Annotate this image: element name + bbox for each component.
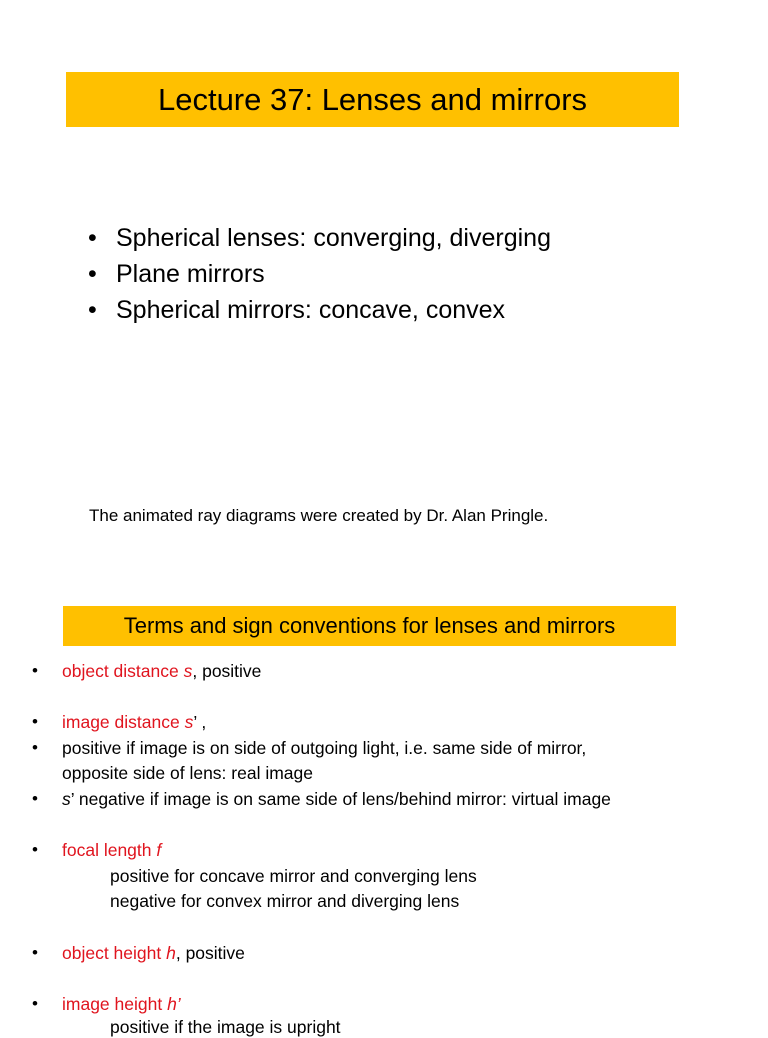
bullet: •	[32, 661, 38, 680]
bullet: •	[32, 712, 38, 731]
focal-positive: positive for concave mirror and converging lens	[110, 866, 477, 886]
image-distance-positive: positive if image is on side of outgoing light, i.e. same side of mirror,	[62, 738, 587, 758]
focal-negative: negative for convex mirror and diverging lens	[110, 891, 460, 911]
topic-item: • Spherical mirrors: concave, convex	[88, 296, 506, 324]
term-focal-length: focal length f	[62, 840, 162, 860]
credit-text: The animated ray diagrams were created by Dr. Alan Pringle.	[89, 506, 549, 525]
term-image-height: image height h’	[62, 994, 181, 1014]
terms-banner	[63, 606, 676, 646]
topic-item: • Spherical lenses: converging, diverging	[88, 224, 551, 252]
bullet: •	[32, 738, 38, 757]
topic-item: • Plane mirrors	[88, 260, 265, 288]
image-height-positive: positive if the image is upright	[110, 1017, 341, 1037]
image-distance-negative: s’ negative if image is on same side of lens/behind mirror: virtual image	[62, 789, 611, 809]
bullet: •	[32, 943, 38, 962]
term-object-height: object height h, positive	[62, 943, 245, 963]
term-image-distance: image distance s’ ,	[62, 712, 207, 732]
bullet: •	[32, 994, 38, 1013]
page-title: Lecture 37: Lenses and mirrors	[157, 81, 588, 117]
terms-heading: Terms and sign conventions for lenses and mirrors	[123, 613, 616, 638]
bullet: •	[32, 840, 38, 859]
image-distance-positive-cont: opposite side of lens: real image	[62, 763, 313, 783]
term-object-distance: object distance s, positive	[62, 661, 262, 681]
bullet: •	[32, 789, 38, 808]
title-banner	[66, 72, 679, 127]
